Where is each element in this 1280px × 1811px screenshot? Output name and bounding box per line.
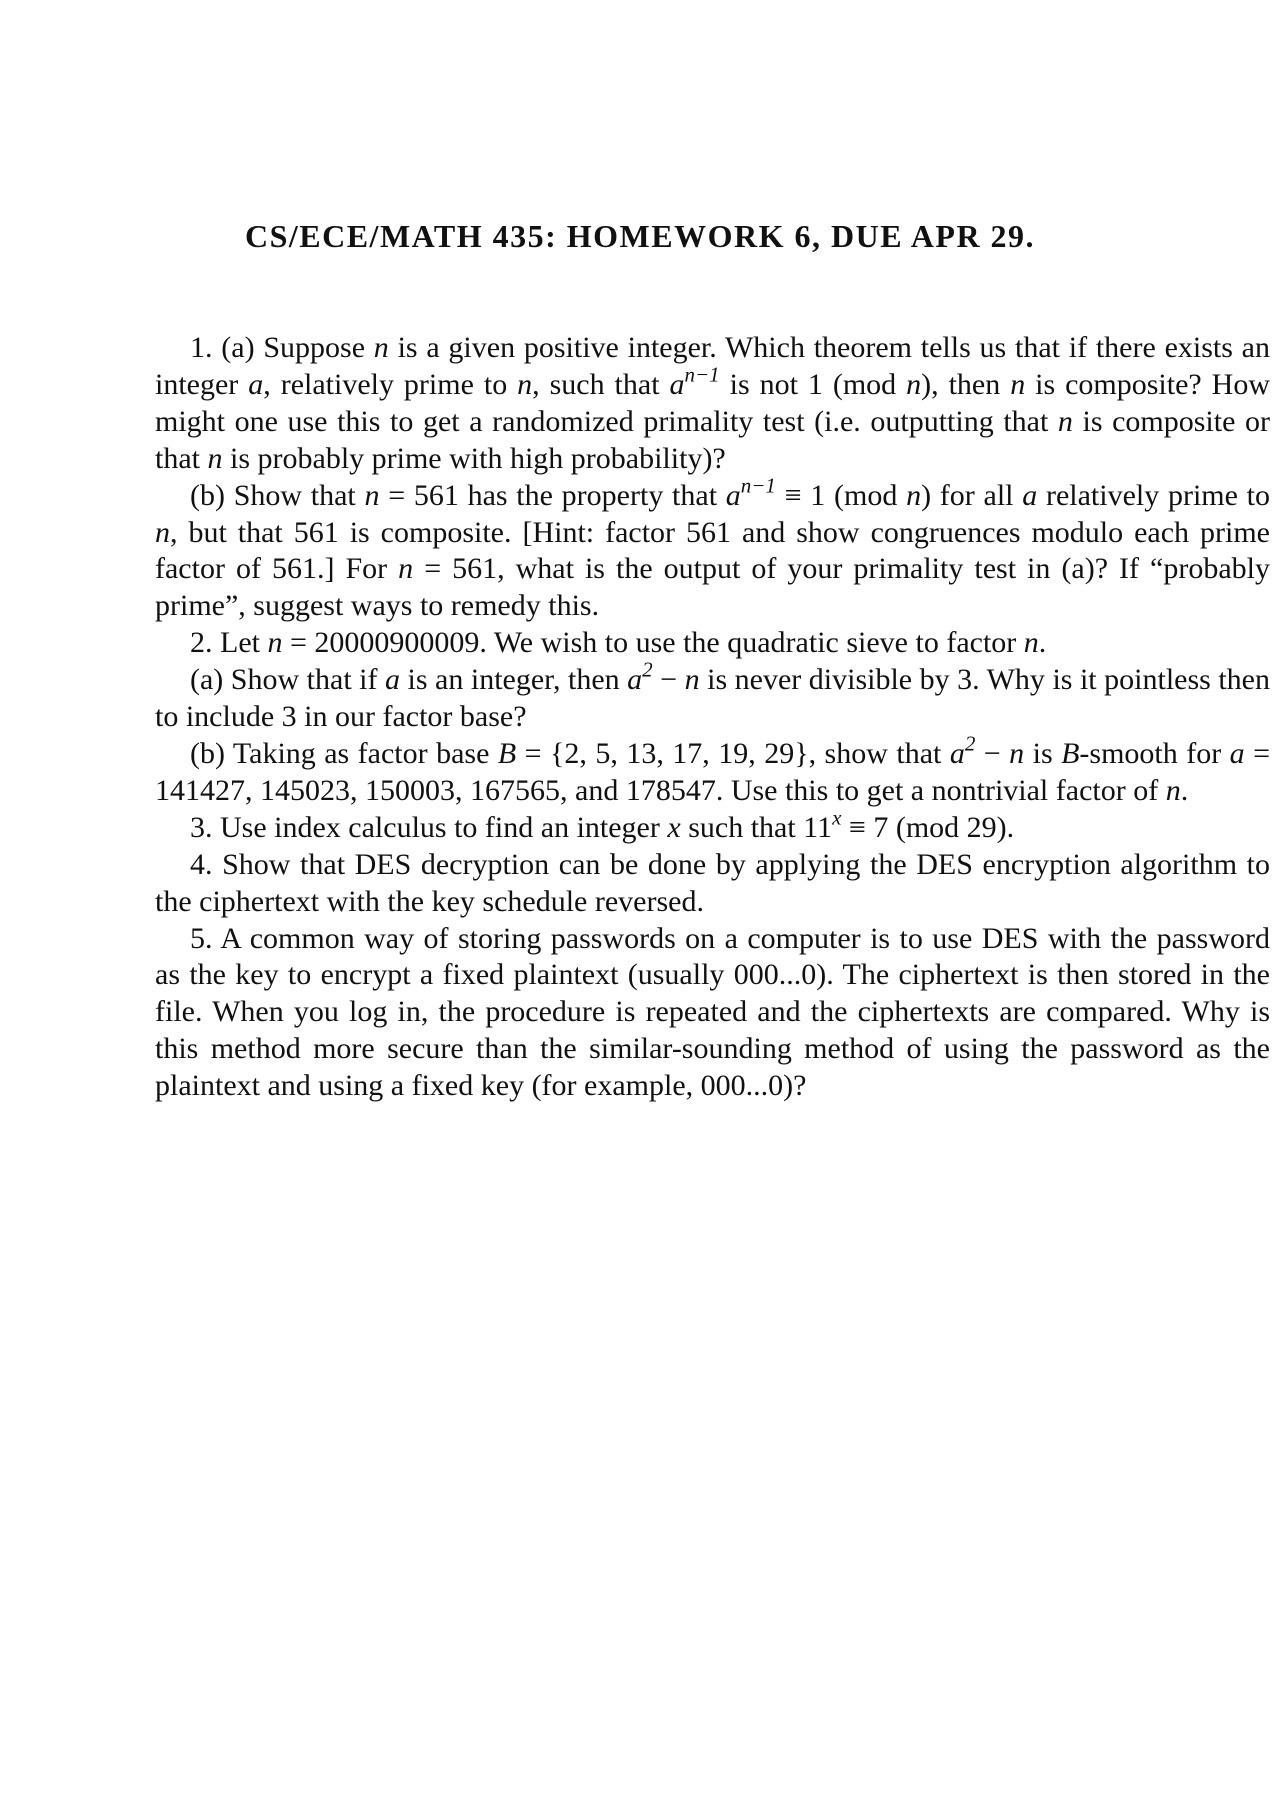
paragraph-p3 [155, 805, 1270, 847]
text-run: − [975, 736, 1010, 770]
text-run: 1. (a) Suppose [190, 331, 374, 364]
math-variable: B [497, 736, 517, 770]
paragraph-p2b [155, 731, 1271, 810]
text-run: . [1038, 626, 1047, 660]
text-run: = 561, what is the output of your primality test in (a)? If “probably prime”, suggest ways to remedy this. [155, 552, 1270, 623]
math-exponent: n−1 [684, 362, 720, 387]
paragraph-p1b [155, 473, 1270, 626]
text-run: ≡ 7 (mod 29). [841, 810, 1015, 844]
math-exponent: 2 [964, 731, 976, 756]
paragraph-p1a [155, 330, 1270, 478]
math-exponent: 2 [642, 657, 653, 682]
text-run: is composite or that [155, 404, 1271, 475]
text-run: is an integer, then [400, 663, 628, 697]
math-variable: n [207, 441, 223, 475]
text-run: is probably prime with high probability)? [222, 441, 726, 475]
paragraph-p2 [155, 625, 1270, 662]
math-variable: a [949, 736, 965, 770]
text-run: , but that 561 is composite. [Hint: factor 561 and show congruences modulo each prime factor of 561.] For [155, 515, 1270, 586]
text-run: (b) Show that [190, 478, 365, 512]
math-variable: n [906, 367, 922, 401]
math-variable: a [385, 663, 401, 697]
math-variable: a [248, 367, 264, 401]
text-run: relatively prime to [1037, 478, 1270, 512]
text-run: = {2, 5, 13, 17, 19, 29}, show that [516, 736, 950, 770]
text-run: 4. Show that DES decryption can be done by applying the DES encryption algorithm to the ciphertext with the key schedule reversed. [155, 847, 1270, 918]
text-run: 3. Use index calculus to find an integer [190, 810, 668, 844]
math-variable: n [267, 626, 283, 660]
text-run: such that 11 [680, 810, 833, 844]
math-variable: n [398, 552, 414, 586]
math-variable: n [684, 663, 700, 697]
math-variable: n [517, 367, 533, 401]
math-exponent: x [832, 805, 842, 830]
text-run: = 20000900009. We wish to use the quadratic sieve to factor [282, 626, 1024, 660]
text-run: , such that [532, 367, 670, 401]
math-variable: n [906, 478, 922, 512]
text-run: is composite? How might one use this to get a randomized primality test (i.e. outputting that [155, 367, 1271, 438]
math-variable: n [1057, 404, 1073, 438]
math-variable: n [155, 515, 170, 549]
math-variable: a [669, 367, 685, 401]
math-variable: a [1022, 478, 1038, 512]
document-body [155, 330, 1270, 1105]
text-run: 5. A common way of storing passwords on a computer is to use DES with the password as the key to encrypt a fixed plaintext (usually 000...0). The ciphertext is then stored in the file. When you log in, the procedure is repeated and the ciphertexts are compared. Why is this method more secure than the similar-sounding method of using the password as the plaintext and using a fixed key (for example, 000...0)? [155, 921, 1270, 1103]
math-variable: n [364, 478, 380, 512]
text-run: -smooth for [1079, 736, 1230, 770]
math-variable: B [1061, 736, 1080, 770]
math-variable: n [1023, 626, 1039, 660]
math-variable: a [627, 663, 643, 697]
paragraph-p5 [155, 921, 1270, 1106]
math-variable: n [1165, 773, 1181, 807]
page-title: CS/ECE/MATH 435: HOMEWORK 6, DUE APR 29. [244, 218, 1036, 254]
text-run: ) for all [921, 478, 1023, 512]
text-run: = 141427, 145023, 150003, 167565, and 178547. Use this to get a nontrivial factor of [155, 736, 1271, 807]
text-run: 2. Let [190, 626, 268, 660]
paragraph-p4 [155, 847, 1270, 921]
text-run: − [652, 663, 685, 697]
text-run: , relatively prime to [263, 367, 518, 401]
text-run: ≡ 1 (mod [775, 478, 907, 512]
text-run: is [1024, 736, 1062, 770]
math-variable: n [1010, 367, 1026, 401]
math-variable: x [667, 810, 681, 844]
text-run: . [1180, 773, 1189, 807]
text-run: (b) Taking as factor base [190, 736, 498, 770]
text-run: is a given positive integer. Which theorem tells us that if there exists an integer [155, 331, 1270, 401]
text-run: is not 1 (mod [719, 367, 907, 401]
math-variable: n [1009, 736, 1025, 770]
math-variable: a [725, 478, 741, 512]
text-run: ), then [921, 367, 1011, 401]
math-exponent: n−1 [740, 473, 776, 498]
paragraph-p2a [155, 657, 1270, 736]
math-variable: n [373, 331, 389, 364]
text-run: is never divisible by 3. Why is it pointless then to include 3 in our factor base? [155, 663, 1270, 734]
text-run: = 561 has the property that [379, 478, 726, 512]
math-variable: a [1229, 736, 1245, 770]
text-run: (a) Show that if [190, 663, 386, 697]
